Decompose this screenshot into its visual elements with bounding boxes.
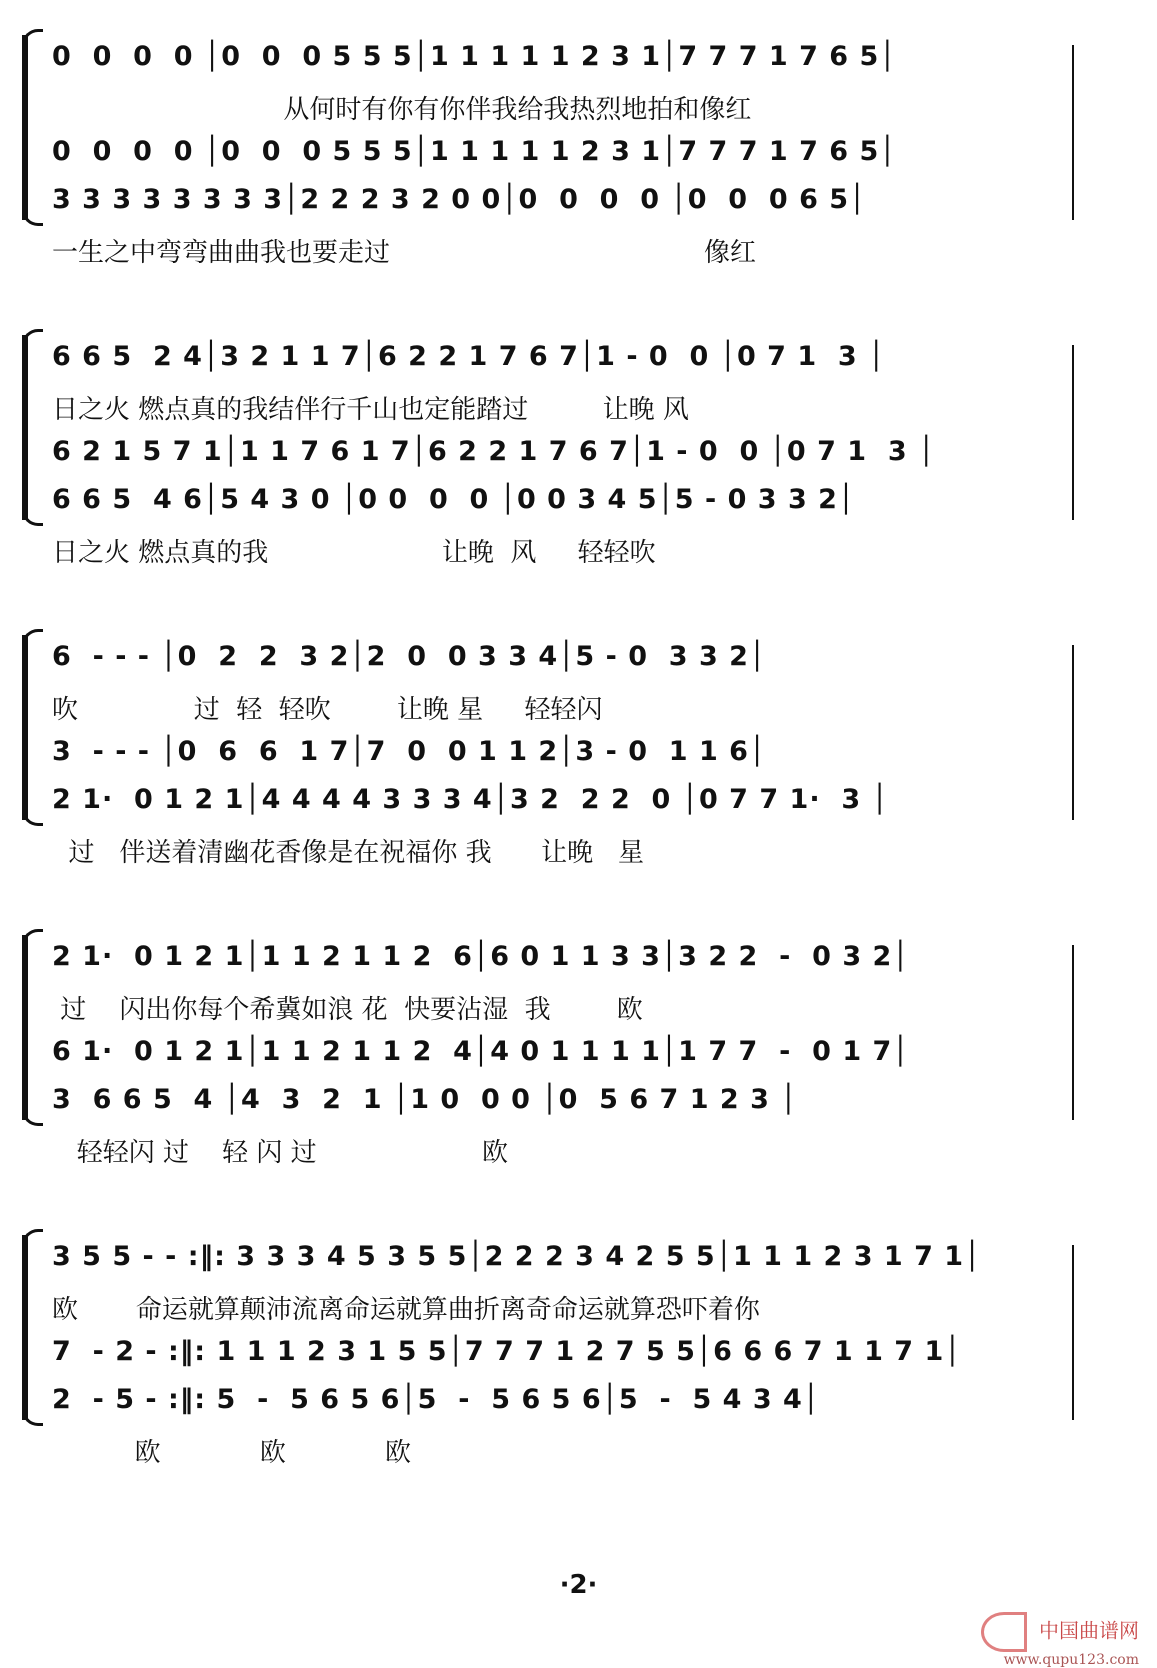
notation-line bbox=[52, 1078, 1121, 1122]
notation-text: 2 1· 0 1 2 1│1 1 2 1 1 2 6│6 0 1 1 3 3│3 2 2 - 0 3 2│ bbox=[52, 941, 910, 972]
system-brace bbox=[22, 935, 36, 1120]
lyric-text: 轻轻闪 过 轻 闪 过 欧 bbox=[52, 1138, 508, 1168]
notation-line bbox=[52, 130, 1121, 174]
notation-text: 0 0 0 0 │0 0 0 5 5 5│1 1 1 1 1 2 3 1│7 7 7 1 7 6 5│ bbox=[52, 41, 897, 72]
lyric-text: 欧 命运就算颠沛流离命运就算曲折离奇命运就算恐吓着你 bbox=[52, 1295, 760, 1325]
notation-text: 0 0 0 0 │0 0 0 5 5 5│1 1 1 1 1 2 3 1│7 7 7 1 7 6 5│ bbox=[52, 136, 897, 167]
lyric-line bbox=[52, 1426, 1121, 1468]
lyric-line bbox=[52, 1283, 1121, 1325]
system-brace bbox=[22, 335, 36, 520]
notation-text: 6 2 1 5 7 1│1 1 7 6 1 7│6 2 2 1 7 6 7│1 - 0 0 │0 7 1 3 │ bbox=[52, 436, 936, 467]
system-end-barline bbox=[1072, 45, 1074, 220]
notation-text: 6 1· 0 1 2 1│1 1 2 1 1 2 4│4 0 1 1 1 1│1 7 7 - 0 1 7│ bbox=[52, 1036, 910, 1067]
score-system bbox=[0, 335, 1157, 585]
notation-line bbox=[52, 178, 1121, 222]
notation-text: 3 3 3 3 3 3 3 3│2 2 2 3 2 0 0│0 0 0 0 │0 0 0 6 5│ bbox=[52, 184, 867, 215]
page-number: ·2· bbox=[559, 1570, 598, 1600]
watermark-url: www.qupu123.com bbox=[1003, 1652, 1139, 1668]
system-brace bbox=[22, 635, 36, 820]
notation-line bbox=[52, 935, 1121, 979]
notation-line bbox=[52, 778, 1121, 822]
notation-text: 6 6 5 2 4│3 2 1 1 7│6 2 2 1 7 6 7│1 - 0 0 │0 7 1 3 │ bbox=[52, 341, 886, 372]
lyric-line bbox=[52, 226, 1121, 268]
notation-line bbox=[52, 1235, 1121, 1279]
notation-line bbox=[52, 335, 1121, 379]
system-end-barline bbox=[1072, 645, 1074, 820]
score-system bbox=[0, 635, 1157, 885]
lyric-line bbox=[52, 83, 1121, 125]
lyric-text: 从何时有你有你伴我给我热烈地拍和像红 bbox=[52, 95, 752, 125]
site-logo-icon bbox=[981, 1612, 1027, 1652]
watermark-site: 中国曲谱网 bbox=[1039, 1618, 1139, 1643]
lyric-text: 一生之中弯弯曲曲我也要走过 像红 bbox=[52, 238, 757, 268]
system-end-barline bbox=[1072, 945, 1074, 1120]
lyric-line bbox=[52, 826, 1121, 868]
notation-text: 3 - - - │0 6 6 1 7│7 0 0 1 1 2│3 - 0 1 1 6│ bbox=[52, 736, 767, 767]
lyric-line bbox=[52, 526, 1121, 568]
notation-text: 6 - - - │0 2 2 3 2│2 0 0 3 3 4│5 - 0 3 3 2│ bbox=[52, 641, 767, 672]
system-end-barline bbox=[1072, 1245, 1074, 1420]
score-system bbox=[0, 35, 1157, 285]
notation-line bbox=[52, 635, 1121, 679]
notation-line bbox=[52, 35, 1121, 79]
score-system bbox=[0, 1235, 1157, 1485]
lyric-text: 过 伴送着清幽花香像是在祝福你 我 让晚 星 bbox=[52, 838, 644, 868]
notation-line bbox=[52, 1378, 1121, 1422]
notation-line bbox=[52, 730, 1121, 774]
lyric-text: 欧 欧 欧 bbox=[52, 1438, 411, 1468]
lyric-line bbox=[52, 1126, 1121, 1168]
notation-text: 3 5 5 - - :‖: 3 3 3 4 5 3 5 5│2 2 2 3 4 2 5 5│1 1 1 2 3 1 7 1│ bbox=[52, 1241, 982, 1272]
notation-line bbox=[52, 430, 1121, 474]
notation-line bbox=[52, 1330, 1121, 1374]
notation-text: 2 - 5 - :‖: 5 - 5 6 5 6│5 - 5 6 5 6│5 - 5 4 3 4│ bbox=[52, 1384, 821, 1415]
lyric-line bbox=[52, 383, 1121, 425]
lyric-text: 日之火 燃点真的我 让晚 风 轻轻吹 bbox=[52, 538, 656, 568]
lyric-line bbox=[52, 683, 1121, 725]
system-brace bbox=[22, 1235, 36, 1420]
system-end-barline bbox=[1072, 345, 1074, 520]
lyric-text: 吹 过 轻 轻吹 让晚 星 轻轻闪 bbox=[52, 695, 603, 725]
lyric-line bbox=[52, 983, 1121, 1025]
notation-text: 6 6 5 4 6│5 4 3 0 │0 0 0 0 │0 0 3 4 5│5 - 0 3 3 2│ bbox=[52, 484, 856, 515]
notation-line bbox=[52, 478, 1121, 522]
lyric-text: 过 闪出你每个希冀如浪 花 快要沾湿 我 欧 bbox=[52, 995, 643, 1025]
system-brace bbox=[22, 35, 36, 220]
notation-text: 3 6 6 5 4 │4 3 2 1 │1 0 0 0 │0 5 6 7 1 2 3 │ bbox=[52, 1084, 798, 1115]
lyric-text: 日之火 燃点真的我结伴行千山也定能踏过 让晚 风 bbox=[52, 395, 689, 425]
score-system bbox=[0, 935, 1157, 1185]
notation-text: 2 1· 0 1 2 1│4 4 4 4 3 3 3 4│3 2 2 2 0 │0 7 7 1· 3 │ bbox=[52, 784, 889, 815]
watermark bbox=[981, 1612, 1139, 1668]
notation-text: 7 - 2 - :‖: 1 1 1 2 3 1 5 5│7 7 7 1 2 7 5 5│6 6 6 7 1 1 7 1│ bbox=[52, 1336, 962, 1367]
notation-line bbox=[52, 1030, 1121, 1074]
